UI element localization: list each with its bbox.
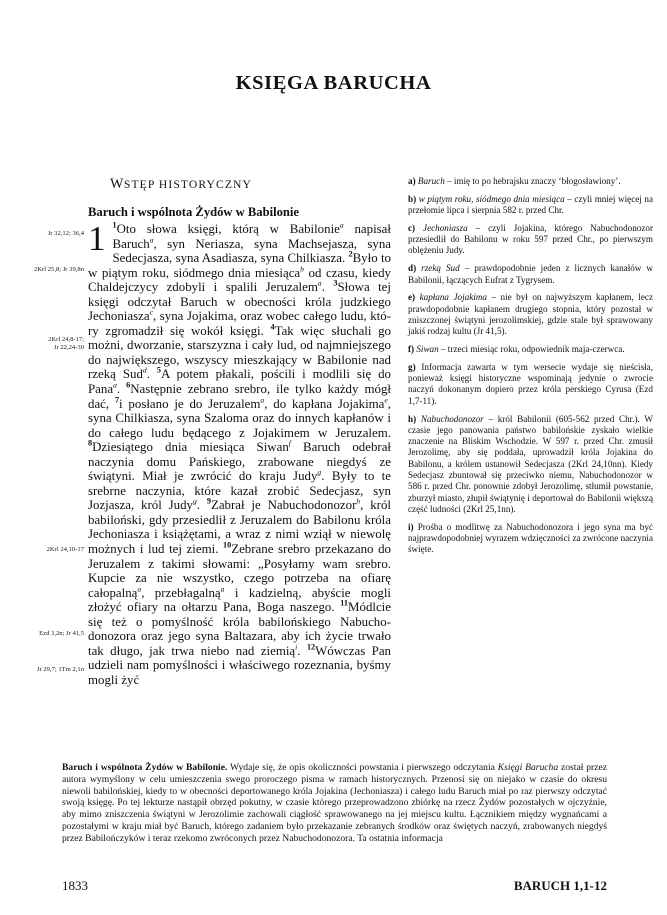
section-heading-rest: STĘP HISTORYCZNY (123, 178, 252, 191)
footnote-term: w piątym roku, siódmego dnia miesiąca (418, 193, 565, 204)
commentary-italic-title: Księgi Barucha (497, 762, 559, 773)
verse-number: 8 (88, 438, 93, 448)
footnote (408, 292, 653, 337)
verse-number: 5 (156, 366, 161, 376)
footnote-label: d) (408, 263, 417, 274)
footnote-text: – król Babilonii (605-562 przed Chr.). W czasie jego panowania państwo babilońskie zyskało wielkie znaczenie na Bliskim Wschodzie. W 597 r. przed Chr. zmusił Jerozolimę, aby się poddała, uprowadził króla Jojakina do Babilonu, a królem ustanowił Sedecjasza (2Krl 24,10nn). Kiedy Sedecjasz zbuntował się przeciwko niemu, Nabuchodonozor w 586 r. przed Chr. ponownie zdobył Jerozolimę, stłumił powstanie, zburzył miasto, złupił świątynię i deportował do Babilonii większą część ludności (2Krl 25,1nn). (408, 413, 653, 514)
verse-number: 9 (206, 497, 211, 507)
note-marker: c (149, 307, 153, 317)
footnote-text: – nie był on najwyższym kapłanem, lecz prawdopodobnie kapłanem drugiego stopnia, który pozostał w zniszczonej świątyni jerozolimskiej, gdzie stale był sprawowany jakiś rodzaj kultu (Jr 41,5). (408, 292, 653, 337)
margin-reference: Jr 32,12; 36,4 (47, 230, 84, 237)
margin-reference: 2Krl 25,8; Jr 39,8n (33, 266, 84, 273)
verse-paragraph: $^1$Oto słowa księgi, którą w Babilonie$^a$ napisał Baruch$^a$, syn Neriasza, syna Machsejasza, syna Sedecjasza, syna Asadiasza, syna Chilkiasza. $^2$Było to w piątym roku, siódmego dnia miesiąca$^b$ od czasu, kiedy Chaldejczycy zdobyli i spalili Jeruzalem$^a$. $^3$Słowa tej księgi odczytał Baruch w obecności króla judzkiego Jechoniasza$^c$, syna Jojakima, oraz wobec całego ludu, który zgromadził się wokół księgi. $^4$Tak więc słuchali go możni, dworzanie, starszyzna i cały lud, od najmniejszego do największego, wszyscy mieszkający w Babilonie nad rzeką Sud$^d$. $^5$A potem płakali, pościli i modlili się do Pana$^a$. $^6$Następnie zebrano srebro, ile tylko każdy mógł dać, $^7$i posłano je do Jeruzalem$^a$, do kapłana Jojakima$^e$, syna Chilkiasza, syna Szaloma oraz do innych kapłanów i do całego ludu będącego z Jojakimem w Jeruzalem. $^8$Dziesiątego dnia miesiąca Siwan$^f$ Baruch odebrał naczynia domu Pańskiego, zrabowane niegdyś ze świątyni. Miał je zwrócić do kraju Judy$^g$. Były to te srebrne naczynia, które kazał zrobić Sedecjasz, syn Jozjasza, król Judy$^g$. $^9$Zabrał je Nabuchodonozor$^h$, król babiloński, gdy przesiedlił z Jeruzalem do Babilonu króla Jechoniasza i książętami, a wraz z nimi wziął w niewolę możnych i lud tej ziemi. $^{10}$Zebrane srebro przekazano do Jeruzalem z takimi słowami: „Posyłamy wam srebro. Kupcie za nie wszystko, czego potrzeba na ofiarę całopalną$^a$, przebłagalną$^a$ i kadzielną, abyście mogli złożyć ofiary na ołtarzu Pana, Boga naszego. $^{11}$Módlcie się też o pomyślność króla babilońskiego Nabuchodonozora oraz jego syna Baltazara, aby ich życie trwało tak długo, jak trwa niebo nad ziemią$^i$. $^{12}$Wówczas Pan udzieli nam pomyślności i właściwego rozeznania, byśmy mogli żyć (88, 220, 392, 687)
verse-number: 7 (114, 395, 120, 405)
footnote-text: – trzeci miesiąc roku, odpowiednik maja-czerwca. (438, 344, 625, 355)
footnote-label: g) (408, 361, 416, 372)
note-marker: e (384, 395, 388, 405)
footer-reference: BARUCH 1,1-12 (513, 878, 607, 893)
footnote-text: – prawdopodobnie jeden z licznych kanałów w Babilonii, łączących Eufrat z Tygrysem. (408, 263, 654, 285)
margin-reference: Jr 29,7; 1Tm 2,1n (36, 666, 84, 673)
note-marker: a (260, 395, 265, 405)
footnote-term: Siwan (416, 344, 439, 355)
footnote (408, 223, 653, 257)
margin-reference: 2Krl 24,10-17 (46, 546, 84, 553)
section-heading-initial: W (110, 176, 124, 192)
footnotes-column (408, 176, 653, 562)
note-marker: d (142, 366, 147, 376)
note-marker: a (137, 584, 142, 594)
footnote-term: Jechoniasza (423, 222, 468, 233)
footnote (408, 194, 653, 217)
footnote-text: – imię to po hebrajsku znaczy ‘błogosławiony’. (444, 176, 621, 186)
verse-number: 3 (333, 278, 338, 288)
footnote (408, 522, 653, 556)
scripture-text (88, 219, 392, 688)
footnote-label: a) (408, 176, 416, 186)
margin-reference: Ezd 3,2n; Jr 41,5 (39, 630, 84, 637)
subheading: Baruch i wspólnota Żydów w Babilonie (88, 205, 299, 219)
footnote-label: e) (408, 292, 416, 303)
footnote-label: c) (408, 222, 416, 233)
note-marker: a (339, 220, 344, 230)
note-marker: g (192, 497, 197, 507)
note-marker: a (317, 278, 322, 288)
note-marker: b (300, 264, 304, 274)
note-marker: i (295, 642, 298, 652)
footnote-term: Baruch (417, 176, 445, 186)
note-marker: a (113, 380, 117, 390)
footnote-text: – czyli mniej więcej na przełomie lipca i sierpnia 582 r. przed Chr. (408, 193, 654, 216)
footnote-text: – czyli Jojakina, którego Nabuchodonozor przesiedlił do Babilonu w roku 597 przed Chr., po pierwszym oblężeniu Judy. (408, 222, 654, 256)
footnote (408, 263, 653, 286)
footnote (408, 414, 653, 516)
page-title: KSIĘGA BARUCHA (235, 72, 432, 94)
page-number: 1833 (62, 878, 88, 893)
chapter-number: 1 (88, 219, 106, 258)
note-marker: h (356, 497, 361, 507)
footnote (408, 362, 653, 407)
commentary-block (62, 762, 607, 844)
footnote-text: Informacja zawarta w tym wersecie wydaje się nieścisła, ponieważ księgi historyczne wspominają jedynie o zwrocie naczyń dokonanym dopiero przez króla perskiego Cyrusa (Ezd 1,7-11). (408, 361, 653, 406)
note-marker: a (149, 235, 154, 245)
footnote-term: rzeką Sud (421, 263, 460, 274)
note-marker: g (317, 468, 322, 477)
footnote-text: Prośba o modlitwę za Nabuchodonozora i jego syna ma być najprawdopodobniej wyrazem wdzięczności za zwrócone naczynia święte. (408, 521, 653, 555)
commentary-text-2: został przez autora wymyślony w celu umieszczenia swego proroczego pisma w ramach historycznych. Przenosi się on niejako w czasie do okresu niewoli babilońskiej, kiedy to w obecności deportowanego króla Jojakina (Jechoniasza) i całego ludu Baruch miał po raz pierwszy odczytać swoją księgę. Po tej lekturze nastąpił obrzęd pokutny, w czasie którego przeprowadzono zbiórkę na rzecz Żydów pozostałych w ojczyźnie, aby mimo zniszczenia świątyni w Jerozolimie zachowali ciągłość sprawowanego na jej miejscu kultu. Łącznikiem między wygnańcami a pozostałymi w kraju miał być Baruch, którego zadaniem było przekazanie zebranych środków oraz świętych naczyń, zrabowanych niegdyś przez Babilończyków i teraz rzekomo zwróconych przez Nabuchodonozora. Ta ostatnia informacja (62, 762, 607, 844)
footnote (408, 176, 653, 187)
footnote-label: b) (408, 193, 417, 204)
note-marker: a (220, 584, 225, 594)
footnote-term: Nabuchodonozor (420, 413, 484, 424)
footnote-term: kapłana Jojakima (419, 292, 487, 303)
margin-reference: 2Krl 24,8-17; (48, 336, 84, 343)
commentary-text-1: Wydaje się, że opis okoliczności powstania i pierwszego odczytania (227, 762, 498, 773)
verse-number: 4 (270, 322, 275, 332)
footnote-label: f) (408, 344, 415, 355)
note-marker: f (288, 438, 291, 448)
verse-number: 12 (306, 642, 316, 652)
footnote (408, 344, 653, 355)
section-heading (88, 176, 391, 193)
page-footer (62, 878, 607, 894)
verse-number: 1 (112, 220, 117, 230)
verse-number: 11 (340, 598, 349, 608)
margin-reference: Jr 22,24-30 (53, 344, 84, 351)
verse-number: 6 (126, 380, 131, 390)
footnote-label: h) (408, 413, 417, 424)
commentary-lead: Baruch i wspólnota Żydów w Babilonie. (62, 762, 228, 773)
scripture-column (88, 176, 391, 688)
verse-number: 10 (223, 540, 232, 550)
verse-number: 2 (348, 249, 353, 259)
footnote-label: i) (408, 521, 414, 532)
